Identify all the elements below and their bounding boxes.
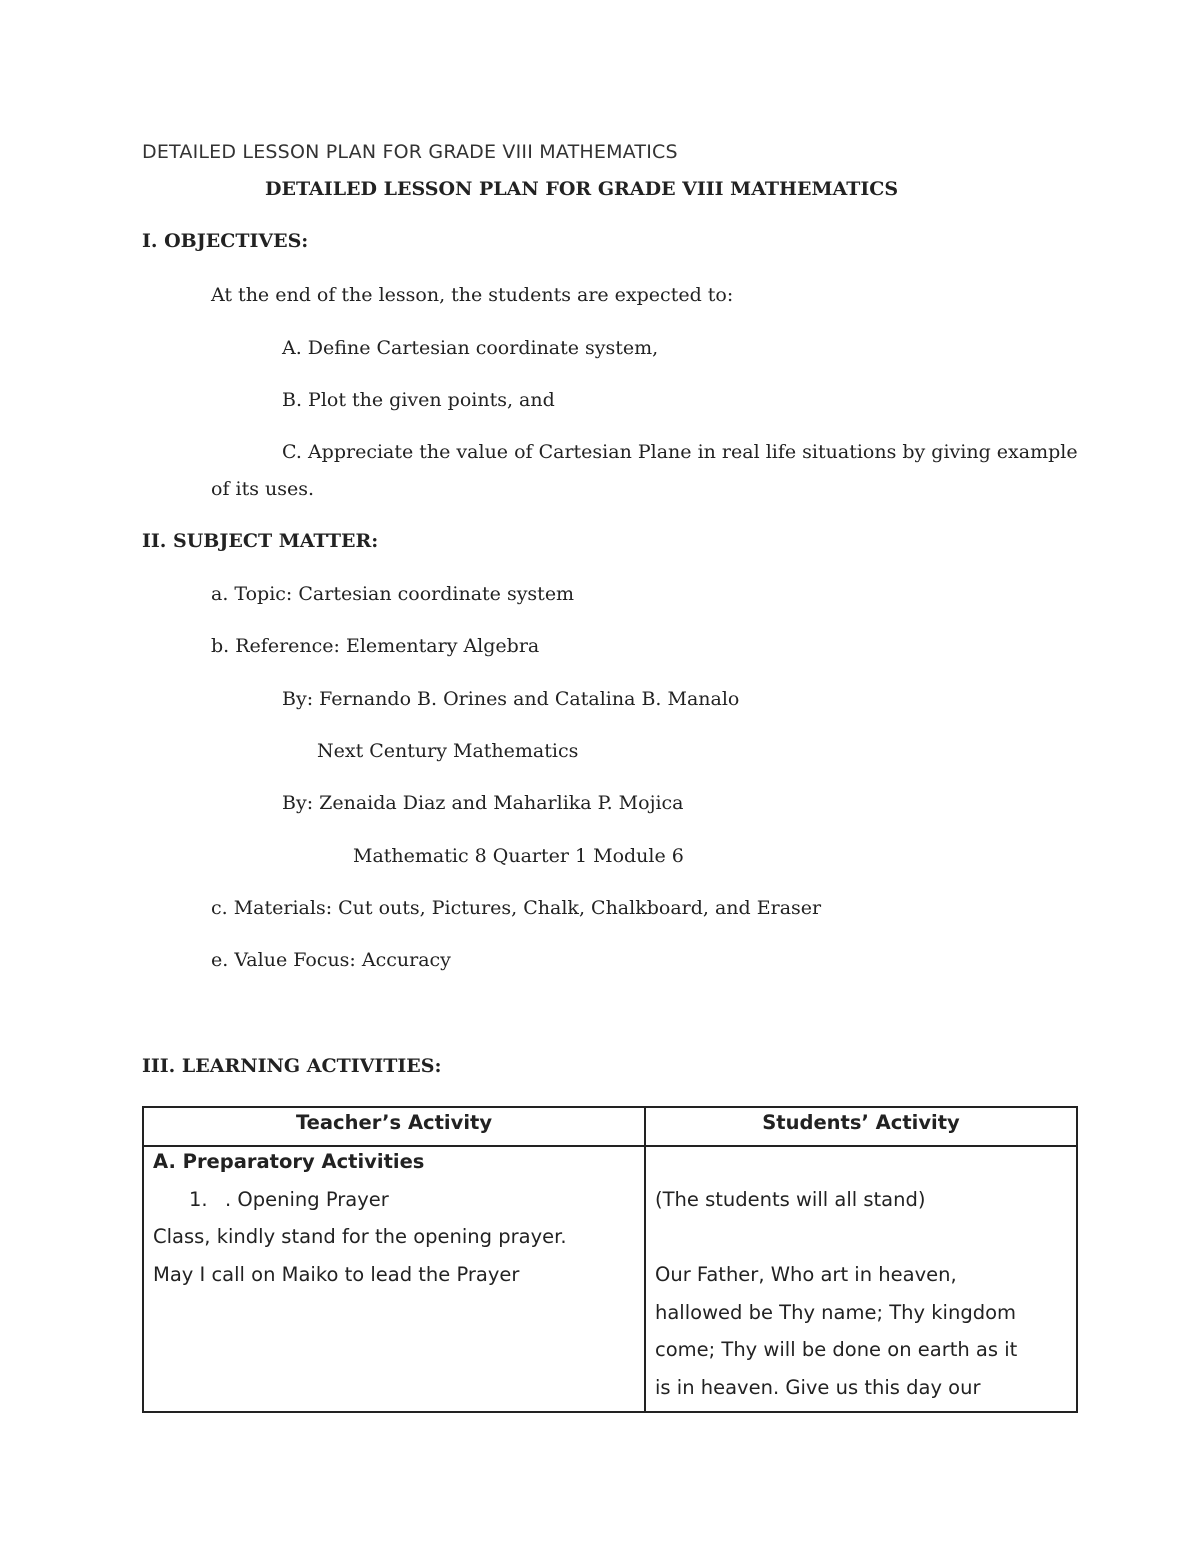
- table-header-row: [143, 1107, 1077, 1146]
- teacher-line: May I call on Maiko to lead the Prayer: [153, 1263, 520, 1287]
- topic-line: a. Topic: Cartesian coordinate system: [211, 583, 575, 605]
- student-line: (The students will all stand): [655, 1187, 926, 1211]
- subject-matter-heading: II. SUBJECT MATTER:: [142, 530, 379, 552]
- opening-prayer-label: . Opening Prayer: [225, 1187, 389, 1211]
- objective-c-continued: of its uses.: [211, 478, 315, 500]
- teacher-activity-cell: [143, 1146, 645, 1412]
- reference-line: b. Reference: Elementary Algebra: [211, 635, 540, 657]
- students-activity-cell: [645, 1146, 1077, 1412]
- column-header-teacher: Teacher’s Activity: [143, 1107, 645, 1146]
- document-title: DETAILED LESSON PLAN FOR GRADE VIII MATHEMATICS: [265, 178, 899, 200]
- reference-authors-2: By: Zenaida Diaz and Maharlika P. Mojica: [282, 792, 684, 814]
- list-number: 1.: [189, 1187, 208, 1211]
- preparatory-activities-heading: A. Preparatory Activities: [153, 1150, 425, 1173]
- reference-book-3: Mathematic 8 Quarter 1 Module 6: [353, 845, 684, 867]
- student-line-blank: [655, 1222, 1067, 1260]
- student-line: come; Thy will be done on earth as it: [655, 1338, 1018, 1362]
- learning-activities-table: [142, 1106, 1078, 1413]
- column-header-students: Students’ Activity: [645, 1107, 1077, 1146]
- student-line: is in heaven. Give us this day our: [655, 1376, 981, 1400]
- student-line: Our Father, Who art in heaven,: [655, 1263, 957, 1287]
- table-row: [143, 1146, 1077, 1412]
- reference-authors-1: By: Fernando B. Orines and Catalina B. Manalo: [282, 688, 740, 710]
- objective-a: A. Define Cartesian coordinate system,: [282, 337, 659, 359]
- value-focus-line: e. Value Focus: Accuracy: [211, 949, 451, 971]
- objective-c: C. Appreciate the value of Cartesian Plane in real life situations by giving example: [282, 441, 1078, 463]
- teacher-line: Class, kindly stand for the opening prayer.: [153, 1225, 567, 1249]
- learning-activities-heading: III. LEARNING ACTIVITIES:: [142, 1055, 442, 1077]
- student-line-blank: [655, 1147, 1067, 1185]
- objectives-heading: I. OBJECTIVES:: [142, 230, 309, 252]
- opening-prayer-item: [153, 1185, 635, 1223]
- objectives-intro: At the end of the lesson, the students are expected to:: [211, 284, 734, 306]
- reference-book-2: Next Century Mathematics: [317, 740, 579, 762]
- materials-line: c. Materials: Cut outs, Pictures, Chalk, Chalkboard, and Eraser: [211, 897, 822, 919]
- student-line: hallowed be Thy name; Thy kingdom: [655, 1300, 1017, 1324]
- objective-b: B. Plot the given points, and: [282, 389, 555, 411]
- page-header-text: DETAILED LESSON PLAN FOR GRADE VIII MATHEMATICS: [142, 141, 678, 163]
